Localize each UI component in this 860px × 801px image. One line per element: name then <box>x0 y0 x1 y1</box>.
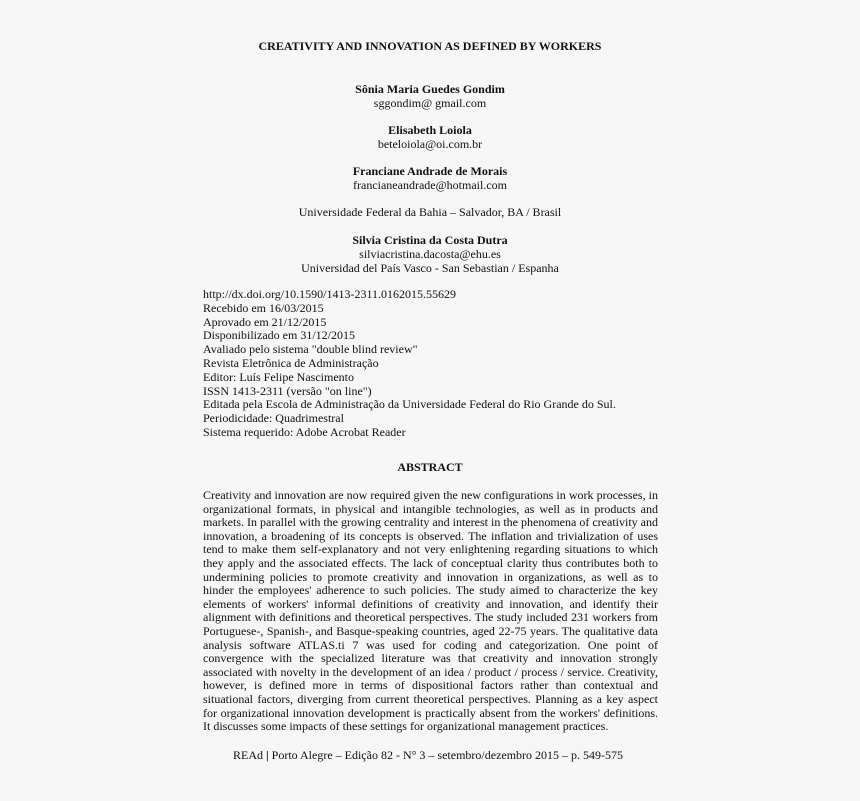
author-email: sggondim@ gmail.com <box>373 96 487 110</box>
affiliation-text: Universidade Federal da Bahia – Salvador, BA / Brasil <box>298 205 562 219</box>
footer-text: Porto Alegre – Edição 82 - N° 3 – setembro/dezembro 2015 – p. 549-575 <box>268 748 624 762</box>
author-email: beteloiola@oi.com.br <box>377 137 483 151</box>
footer-journal: REAd <box>233 748 263 762</box>
affiliation-ufba <box>0 205 860 219</box>
abstract-body: Creativity and innovation are now required given the new configurations in work processes, in organizational formats, in physical and intangible technologies, as well as in products and markets. In parallel with the growing centrality and interest in the phenomena of creativity and innovation, a broadening of its concepts is observed. The inflation and trivialization of uses tend to make them self-explanatory and not very enlightening regarding situations to which they apply and the associated effects. The lack of conceptual clarity thus contributes both to undermining policies to promote creativity and innovation in organizations, as well as to hinder the employees' adherence to such policies. The study aimed to characterize the key elements of workers' informal definitions of creativity and innovation, and identify their alignment with definitions and theoretical perspectives. The study included 231 workers from Portuguese-, Spanish-, and Basque-speaking countries, aged 22-75 years. The qualitative data analysis software ATLAS.ti 7 was used for coding and categorization. One point of convergence with the specialized literature was that creativity and innovation strongly associated with novelty in the development of an idea / product / process / service. Creativity, however, is defined more in terms of dispositional factors rather than contextual and situational factors, diverging from current theoretical perspectives. Planning as a key aspect for organizational innovation development is practically absent from the workers' definitions. It discusses some impacts of these settings for organizational management practices. <box>203 488 658 734</box>
paper-title: CREATIVITY AND INNOVATION AS DEFINED BY WORKERS <box>258 39 602 53</box>
doi-link[interactable]: http://dx.doi.org/10.1590/1413-2311.0162015.55629 <box>203 287 457 301</box>
system-required: Sistema requerido: Adobe Acrobat Reader <box>203 424 406 439</box>
author-name: Silvia Cristina da Costa Dutra <box>352 233 508 247</box>
approved-date: Aprovado em 21/12/2015 <box>203 314 327 329</box>
available-date: Disponibilizado em 31/12/2015 <box>203 328 355 343</box>
journal-name: Revista Eletrônica de Administração <box>203 355 379 370</box>
periodicity: Periodicidade: Quadrimestral <box>203 411 344 426</box>
page-footer <box>233 748 623 763</box>
received-date: Recebido em 16/03/2015 <box>203 300 324 315</box>
author-3 <box>0 164 860 192</box>
publisher: Editada pela Escola de Administração da Universidade Federal do Rio Grande do Sul. <box>203 397 616 412</box>
author-name: Franciane Andrade de Morais <box>352 164 508 178</box>
issn: ISSN 1413-2311 (versão "on line") <box>203 383 372 398</box>
editor: Editor: Luís Felipe Nascimento <box>203 369 354 384</box>
author-name: Elisabeth Loiola <box>388 123 472 137</box>
author-email: silviacristina.dacosta@ehu.es <box>359 247 501 261</box>
author-name: Sônia Maria Guedes Gondim <box>355 82 505 96</box>
publication-metadata <box>203 288 616 440</box>
abstract-heading: ABSTRACT <box>397 460 463 474</box>
affiliation-text: Universidad del País Vasco - San Sebastian / Espanha <box>301 261 559 275</box>
author-email: francianeandrade@hotmail.com <box>353 178 507 192</box>
author-1 <box>0 82 860 110</box>
footer-separator: | <box>266 748 269 762</box>
review-system: Avaliado pelo sistema "double blind review" <box>203 342 418 357</box>
author-2 <box>0 123 860 151</box>
author-4 <box>0 233 860 275</box>
